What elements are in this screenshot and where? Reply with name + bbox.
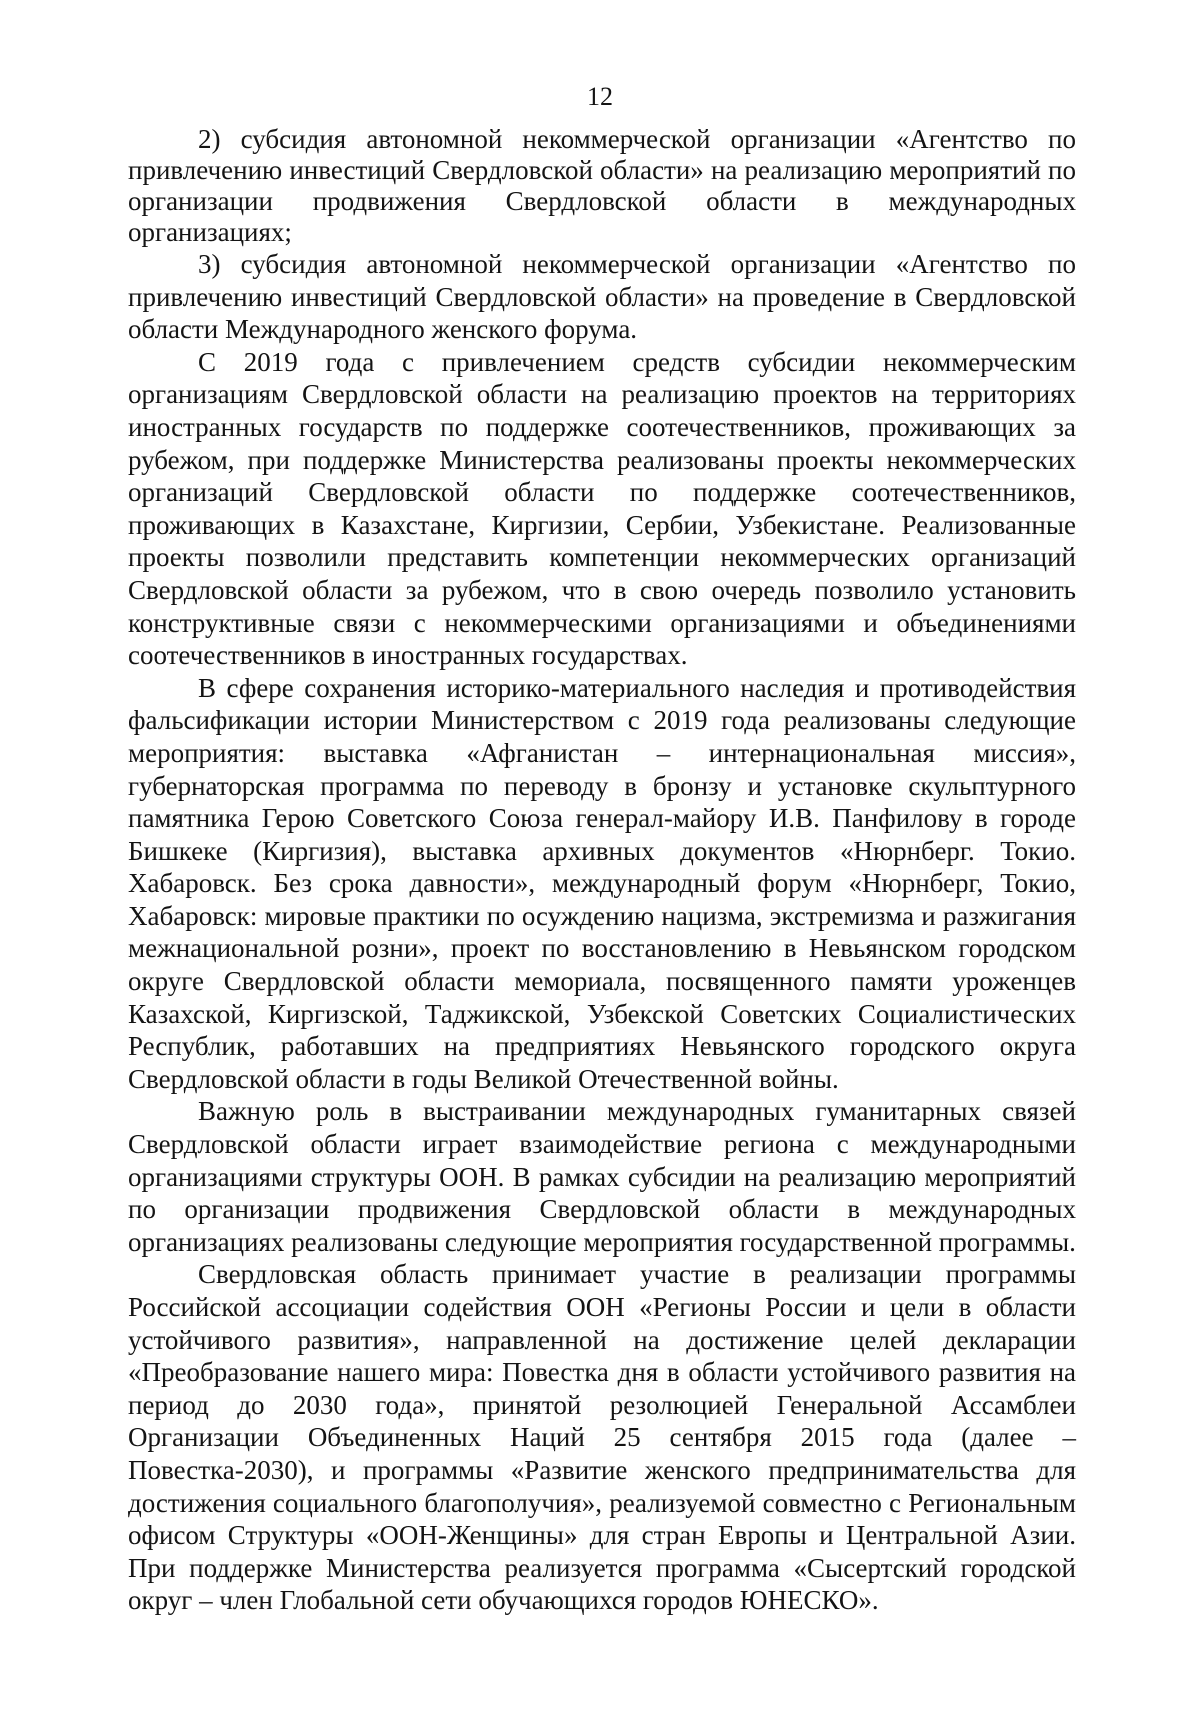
paragraph-subsidy-2: 2) субсидия автономной некоммерческой организации «Агентство по привлечению инвестиций Свердловской области» на реализацию мероприятий по организации продвижения Свердловской области в международных организациях; — [128, 124, 1076, 247]
document-body — [128, 124, 1076, 1617]
paragraph-subsidy-3: 3) субсидия автономной некоммерческой организации «Агентство по привлечению инвестиций Свердловской области» на проведение в Свердловской области Международного женского форума. — [128, 249, 1076, 345]
paragraph-heritage: В сфере сохранения историко-материального наследия и противодействия фальсификации истории Министерством с 2019 года реализованы следующие мероприятия: выставка «Афганистан – интернациональная миссия», губернаторская программа по переводу в бронзу и установке скульптурного памятника Герою Советского Союза генерал-майору И.В. Панфилову в городе Бишкеке (Киргизия), выставка архивных документов «Нюрнберг. Токио. Хабаровск. Без срока давности», международный форум «Нюрнберг, Токио, Хабаровск: мировые практики по осуждению нацизма, экстремизма и разжигания межнациональной розни», проект по восстановлению в Невьянском городском округе Свердловской области мемориала, посвященного памяти уроженцев Казахской, Киргизской, Таджикской, Узбекской Советских Социалистических Республик, работавших на предприятиях Невьянского городского округа Свердловской области в годы Великой Отечественной войны. — [128, 672, 1076, 1094]
paragraph-compatriots: С 2019 года с привлечением средств субсидии некоммерческим организациям Свердловской области на реализацию проектов на территориях иностранных государств по поддержке соотечественников, проживающих за рубежом, при поддержке Министерства реализованы проекты некоммерческих организаций Свердловской области по поддержке соотечественников, проживающих в Казахстане, Киргизии, Сербии, Узбекистане. Реализованные проекты позволили представить компетенции некоммерческих организаций Свердловской области за рубежом, что в свою очередь позволило установить конструктивные связи с некоммерческими организациями и объединениями соотечественников в иностранных государствах. — [128, 346, 1076, 671]
page-number: 12 — [587, 82, 613, 111]
paragraph-un-cooperation: Важную роль в выстраивании международных гуманитарных связей Свердловской области играет взаимодействие региона с международными организациями структуры ООН. В рамках субсидии на реализацию мероприятий по организации продвижения Свердловской области в международных организациях реализованы следующие мероприятия государственной программы. — [128, 1096, 1076, 1257]
paragraph-programs: Свердловская область принимает участие в реализации программы Российской ассоциации содействия ООН «Регионы России и цели в области устойчивого развития», направленной на достижение целей декларации «Преобразование нашего мира: Повестка дня в области устойчивого развития на период до 2030 года», принятой резолюцией Генеральной Ассамблеи Организации Объединенных Наций 25 сентября 2015 года (далее – Повестка-2030), и программы «Развитие женского предпринимательства для достижения социального благополучия», реализуемой совместно с Региональным офисом Структуры «ООН-Женщины» для стран Европы и Центральной Азии. При поддержке Министерства реализуется программа «Сысертский городской округ – член Глобальной сети обучающихся городов ЮНЕСКО». — [128, 1259, 1076, 1616]
